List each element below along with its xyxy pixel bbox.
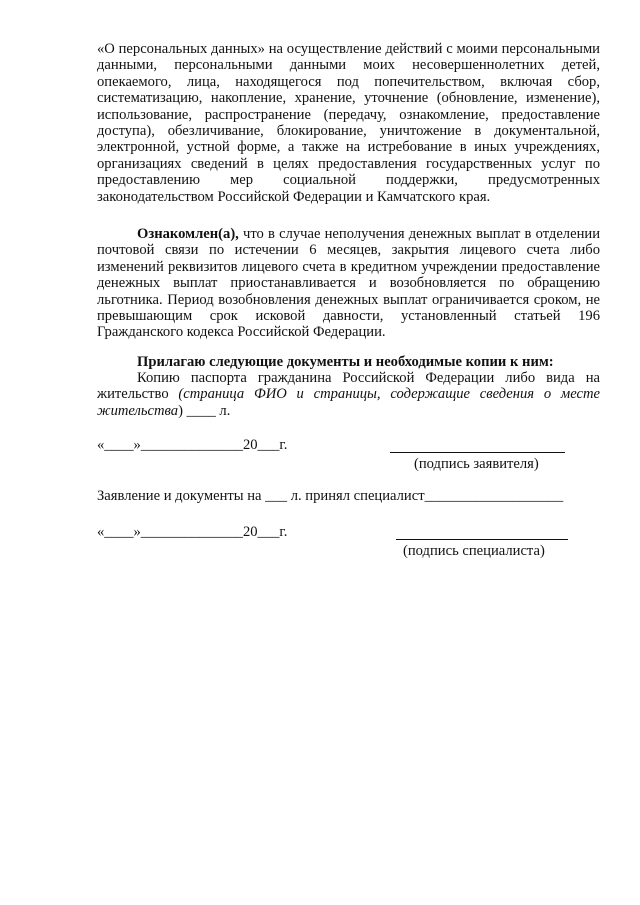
acknowledgement-paragraph: [97, 226, 600, 341]
passport-item-text: Копию паспорта гражданина Российской Федерации либо вида на жительство: [97, 370, 600, 403]
passport-item-note: (страница ФИО и страницы, содержащие сведения о месте жительства: [97, 386, 600, 419]
applicant-date-line: «____»______________20___г.: [97, 437, 288, 453]
consent-paragraph: «О персональных данных» на осуществление действий с моими персональными данными, персональными данными моих несовершеннолетних детей, опекаемого, лица, находящегося под попечительством, включая сбор, систематизацию, накопление, хранение, уточнение (обновление, изменение), использование, распространение (передачу, ознакомление, предоставление доступа), обезличивание, блокирование, уничтожение в документальной, электронной, устной форме, а также на истребование в иных учреждениях, организациях сведений в целях предоставления государственных услуг по предоставлению мер социальной поддержки, предусмотренных законодательством Российской Федерации и Камчатского края.: [97, 41, 600, 205]
specialist-signature-caption: (подпись специалиста): [403, 543, 545, 559]
received-by-specialist-line: Заявление и документы на ___ л. принял специалист___________________: [97, 488, 564, 504]
acknowledgement-lead: Ознакомлен(а),: [137, 226, 239, 242]
specialist-date-line: «____»______________20___г.: [97, 524, 288, 540]
applicant-signature-caption: (подпись заявителя): [414, 456, 539, 472]
passport-item-paragraph: [97, 370, 600, 419]
applicant-signature-line: [390, 452, 565, 453]
passport-item-tail: ) ____ л.: [178, 402, 231, 419]
specialist-signature-line: [396, 539, 568, 540]
documents-heading: Прилагаю следующие документы и необходимые копии к ним:: [137, 354, 554, 370]
acknowledgement-text: что в случае неполучения денежных выплат в отделении почтовой связи по истечении 6 месяцев, закрытия лицевого счета либо изменений реквизитов лицевого счета в кредитном учреждении предоставление денежных выплат приостанавливается и возобновляется по обращению льготника. Период возобновления денежных выплат ограничивается сроком, не превышающим срок исковой давности, установленный статьей 196 Гражданского кодекса Российской Федерации.: [97, 226, 600, 341]
